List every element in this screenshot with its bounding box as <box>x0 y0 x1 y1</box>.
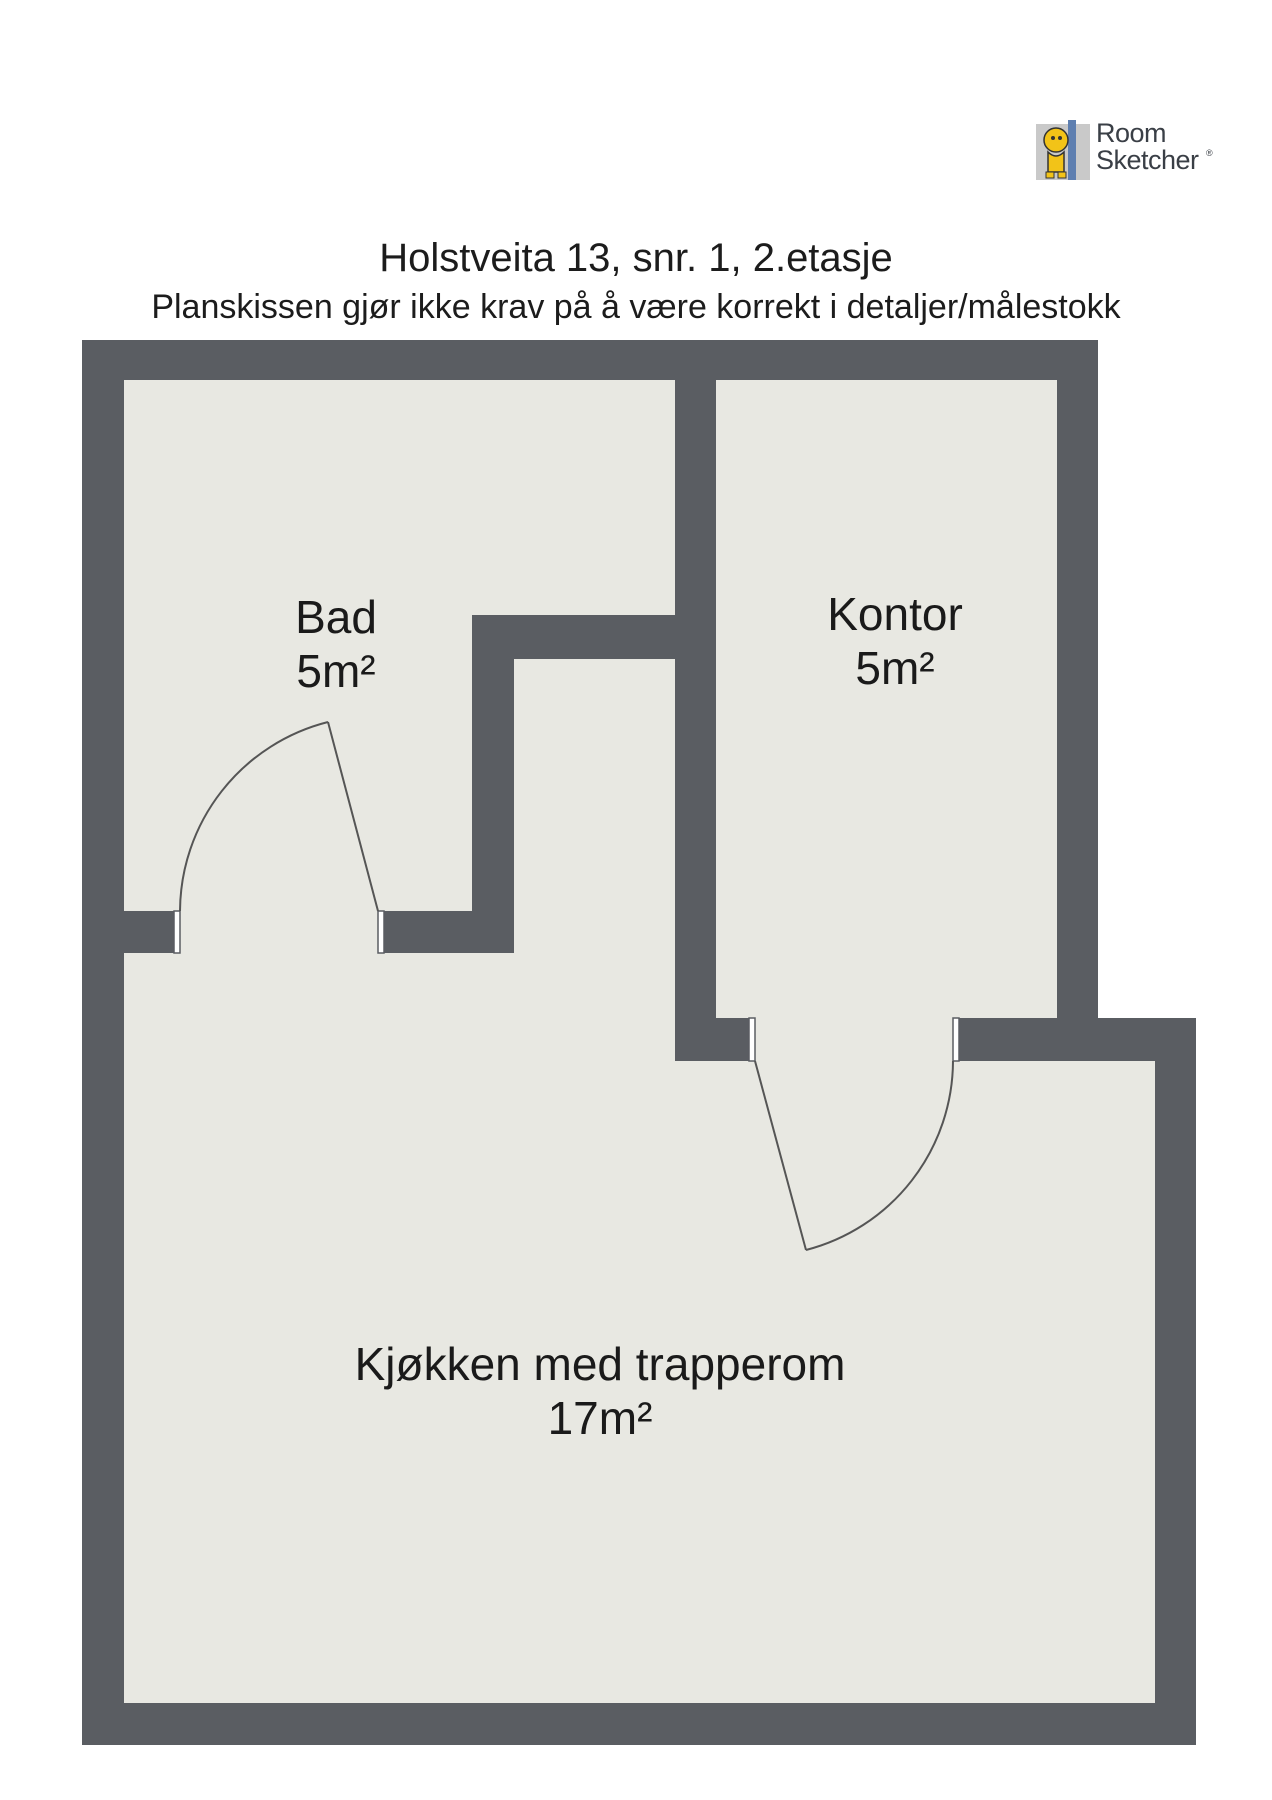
room-area: 17m² <box>547 1392 653 1444</box>
logo-registered-mark: ® <box>1206 148 1213 158</box>
bad-door-jamb-left <box>174 911 180 953</box>
bad-door-opening <box>174 911 378 953</box>
page-title: Holstveita 13, snr. 1, 2.etasje <box>379 236 893 280</box>
floor-kontor <box>716 380 1057 1018</box>
logo-line-2: Sketcher <box>1096 145 1199 175</box>
kontor-door-jamb-right <box>953 1018 959 1061</box>
kontor-door-jamb-left <box>749 1018 755 1061</box>
room-name: Kontor <box>827 588 963 640</box>
page-subtitle: Planskissen gjør ikke krav på å være korrekt i detaljer/målestokk <box>151 288 1121 326</box>
bad-door-jamb-right <box>378 911 384 953</box>
room-label-kjokken <box>300 1337 900 1445</box>
room-label-bad <box>236 590 436 698</box>
logo-wordmark <box>1096 120 1199 174</box>
room-name: Bad <box>295 591 377 643</box>
roomsketcher-mascot-icon <box>1034 118 1092 184</box>
room-area: 5m² <box>296 645 376 697</box>
roomsketcher-logo <box>1034 118 1224 188</box>
kontor-door-opening <box>752 1018 956 1061</box>
logo-line-1: Room <box>1096 118 1167 148</box>
room-label-kontor <box>775 587 1015 695</box>
room-name: Kjøkken med trapperom <box>354 1338 846 1390</box>
room-area: 5m² <box>855 642 935 694</box>
